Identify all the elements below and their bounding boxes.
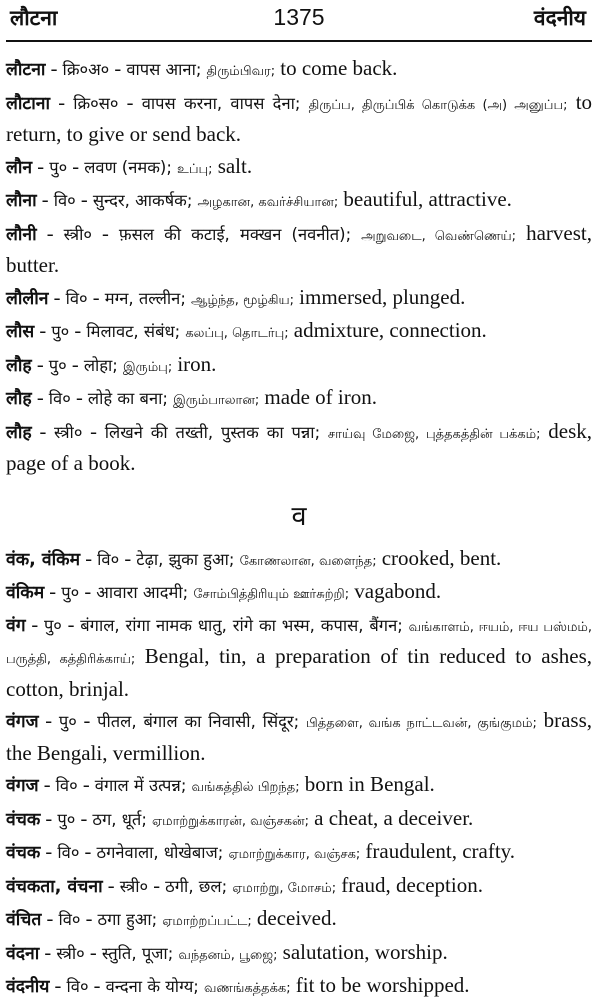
headword: वंचक — [6, 843, 41, 863]
grammar-label: वि० — [53, 191, 76, 210]
tamil-meaning: ஏமாற்றுக்காரன், வஞ்சகன்; — [152, 813, 310, 829]
grammar-label: वि० — [55, 776, 78, 795]
hindi-meaning: लोहा; — [83, 355, 118, 375]
grammar-label: वि० — [65, 288, 88, 308]
headword: लौना — [6, 191, 37, 211]
dictionary-entry: वंदनीय - वि० - वन्दना के योग्य; வணங்கத்தக்க; fit to be worshipped. — [6, 973, 470, 997]
hindi-meaning: ठगा हुआ; — [97, 910, 158, 929]
tamil-meaning: திரும்பிவர; — [206, 64, 276, 79]
tamil-meaning: வங்கத்தில் பிறந்த; — [191, 780, 300, 795]
hindi-meaning: मिलावट, संबंध; — [86, 322, 181, 341]
hindi-meaning: लवण (नमक); — [84, 157, 172, 177]
dictionary-entry: लौटाना - क्रि०स० - वापस करना, वापस देना; திருப்ப, திருப்பிக் கொடுக்க (அ) அனுப்ப; to return, to give or send back. — [6, 89, 593, 146]
headword: लौलीन — [6, 288, 49, 309]
grammar-label: पु० — [43, 615, 62, 635]
english-meaning: crooked, bent. — [381, 545, 502, 570]
tamil-meaning: உப்பு; — [177, 161, 213, 177]
entries-group-la — [6, 54, 592, 480]
tamil-meaning: வந்தனம், பூஜை; — [178, 947, 278, 963]
grammar-label: वि० — [66, 977, 89, 996]
english-meaning: salutation, worship. — [282, 939, 448, 964]
english-meaning: to come back. — [280, 56, 398, 80]
dictionary-entry: वंक, वंकिम - वि० - टेढ़ा, झुका हुआ; கோணலான, வளைந்த; crooked, bent. — [6, 545, 502, 570]
tamil-meaning: ஆழ்ந்த, மூழ்கிய; — [191, 292, 295, 308]
english-meaning: beautiful, attractive. — [343, 187, 512, 211]
hindi-meaning: बंगाल, रांगा नामक धातु, रांगे का भस्म, कपास, बैंगन; — [80, 615, 403, 635]
tamil-meaning: வணங்கத்தக்க; — [203, 981, 291, 996]
hindi-meaning: टेढ़ा, झुका हुआ; — [136, 549, 235, 569]
english-meaning: born in Bengal. — [304, 772, 435, 796]
headword: वंक, वंकिम — [6, 549, 81, 570]
header-rule — [6, 40, 592, 42]
english-meaning: brass, the Bengali, vermillion. — [6, 708, 593, 765]
grammar-label: स्त्री० — [119, 876, 149, 896]
grammar-label: क्रि०स० — [73, 93, 119, 113]
page-header — [6, 0, 592, 40]
english-meaning: desk, page of a book. — [6, 418, 592, 475]
dictionary-entry: लौह - स्त्री० - लिखने की तख्ती, पुस्तक का पन्ना; சாய்வு மேஜை, புத்தகத்தின் பக்கம்; desk, page of a book. — [6, 418, 592, 475]
grammar-label: वि० — [48, 389, 71, 408]
hindi-meaning: वन्दना के योग्य; — [105, 977, 199, 996]
headword: लौटना — [6, 60, 46, 80]
tamil-meaning: சாய்வு மேஜை, புத்தகத்தின் பக்கம்; — [327, 426, 541, 442]
headword: लौस — [6, 322, 35, 342]
grammar-label: पु० — [61, 583, 80, 602]
dictionary-entry: वंचक - पु० - ठग, धूर्त; ஏமாற்றுக்காரன், வஞ்சகன்; a cheat, a deceiver. — [6, 805, 474, 830]
headword: लौह — [6, 389, 32, 409]
grammar-label: पु० — [49, 157, 68, 177]
headword: वंचकता, वंचना — [6, 876, 103, 897]
section-letter: व — [291, 500, 307, 532]
tamil-meaning: கலப்பு, தொடர்பு; — [185, 326, 289, 341]
english-meaning: iron. — [177, 351, 217, 376]
dictionary-entry: वंदना - स्त्री० - स्तुति, पूजा; வந்தனம், பூஜை; salutation, worship. — [6, 939, 448, 964]
hindi-meaning: वापस करना, वापस देना; — [141, 93, 301, 113]
tamil-meaning: ஏமாற்று, மோசம்; — [232, 880, 337, 896]
header-first-word: लौटना — [10, 6, 58, 30]
tamil-meaning: ஏமாற்றப்பட்ட; — [162, 914, 252, 929]
hindi-meaning: मग्न, तल्लीन; — [104, 288, 186, 308]
tamil-meaning: திருப்ப, திருப்பிக் கொடுக்க (அ) அனுப்ப; — [308, 97, 568, 113]
page-number: 1375 — [273, 4, 325, 30]
dictionary-entry: लौह - पु० - लोहा; இரும்பு; iron. — [6, 351, 217, 376]
tamil-meaning: ஏமாற்றுக்கார, வஞ்சக; — [228, 847, 361, 862]
hindi-meaning: ठग, धूर्त; — [92, 809, 147, 829]
dictionary-entry: लौलीन - वि० - मग्न, तल्लीन; ஆழ்ந்த, மூழ்கிய; immersed, plunged. — [6, 284, 466, 309]
dictionary-entry: वंकिम - पु० - आवारा आदमी; சோம்பித்திரியும் ஊர்சுற்றி; vagabond. — [6, 579, 442, 603]
tamil-meaning: அறுவடை, வெண்ணெய்; — [361, 228, 517, 244]
hindi-meaning: फ़सल की कटाई, मक्खन (नवनीत); — [118, 224, 352, 244]
dictionary-entry: वंचित - वि० - ठगा हुआ; ஏமாற்றப்பட்ட; deceived. — [6, 906, 337, 930]
headword: वंचित — [6, 910, 42, 930]
english-meaning: deceived. — [256, 906, 337, 930]
grammar-label: पु० — [51, 322, 70, 341]
tamil-meaning: இரும்பாலான; — [173, 393, 260, 408]
hindi-meaning: लिखने की तख्ती, पुस्तक का पन्ना; — [104, 422, 321, 442]
grammar-label: पु० — [48, 355, 67, 375]
tamil-meaning: அழகான, கவர்ச்சியான; — [197, 195, 339, 210]
dictionary-entry: लौनी - स्त्री० - फ़सल की कटाई, मक्खन (नवनीत); அறுவடை, வெண்ணெய்; harvest, butter. — [6, 220, 592, 277]
grammar-label: पु० — [57, 809, 76, 829]
dictionary-entry: वंगज - वि० - वंगाल में उत्पन्न; வங்கத்தில் பிறந்த; born in Bengal. — [6, 772, 435, 796]
dictionary-entry: वंचकता, वंचना - स्त्री० - ठगी, छल; ஏமாற்று, மோசம்; fraud, deception. — [6, 872, 483, 897]
grammar-label: वि० — [58, 910, 81, 929]
english-meaning: a cheat, a deceiver. — [314, 805, 474, 830]
headword: वंगज — [6, 776, 39, 796]
headword: वंदना — [6, 943, 40, 964]
hindi-meaning: वंगाल में उत्पन्न; — [94, 776, 187, 795]
hindi-meaning: ठगी, छल; — [165, 876, 228, 896]
headword: वंकिम — [6, 583, 45, 603]
grammar-label: स्त्री० — [56, 943, 85, 963]
tamil-meaning: வங்காளம், ஈயம், ஈய பஸ்மம், பருத்தி, கத்திரிக்காய்; — [6, 619, 593, 667]
english-meaning: harvest, butter. — [6, 220, 592, 277]
grammar-label: क्रि०अ० — [62, 60, 110, 79]
tamil-meaning: பித்தளை, வங்க நாட்டவன், குங்குமம்; — [305, 716, 537, 731]
hindi-meaning: लोहे का बना; — [87, 389, 168, 408]
english-meaning: made of iron. — [264, 385, 377, 409]
headword: लौह — [6, 422, 32, 443]
english-meaning: Bengal, tin, a preparation of tin reduced to ashes, cotton, brinjal. — [6, 644, 593, 701]
tamil-meaning: சோம்பித்திரியும் ஊர்சுற்றி; — [193, 587, 350, 602]
grammar-label: स्त्री० — [54, 422, 83, 442]
dictionary-entry: वंग - पु० - बंगाल, रांगा नामक धातु, रांगे का भस्म, कपास, बैंगन; வங்காளம், ஈயம், ஈய பஸ்மம், பருத்தி, கத்திரிக்காய்; Bengal, tin, a preparation of tin reduced to ashes, cotton, brinjal. — [6, 613, 593, 701]
headword: वंदनीय — [6, 977, 50, 997]
english-meaning: admixture, connection. — [293, 318, 487, 342]
english-meaning: fraud, deception. — [341, 872, 483, 897]
hindi-meaning: आवारा आदमी; — [96, 583, 189, 602]
grammar-label: स्त्री० — [63, 224, 92, 244]
headword: लौटाना — [6, 93, 50, 114]
dictionary-entry: लौन - पु० - लवण (नमक); உப்பு; salt. — [6, 153, 253, 178]
english-meaning: vagabond. — [354, 579, 442, 603]
headword: वंचक — [6, 809, 41, 830]
headword: लौन — [6, 157, 33, 178]
headword: लौह — [6, 355, 32, 376]
grammar-label: वि० — [57, 843, 80, 862]
grammar-label: वि० — [97, 549, 120, 569]
dictionary-entry: लौना - वि० - सुन्दर, आकर्षक; அழகான, கவர்ச்சியான; beautiful, attractive. — [6, 187, 512, 211]
headword: वंग — [6, 615, 26, 636]
hindi-meaning: स्तुति, पूजा; — [101, 943, 174, 963]
dictionary-entry: लौह - वि० - लोहे का बना; இரும்பாலான; made of iron. — [6, 385, 377, 409]
dictionary-entry: लौस - पु० - मिलावट, संबंध; கலப்பு, தொடர்பு; admixture, connection. — [6, 318, 487, 342]
english-meaning: immersed, plunged. — [299, 284, 466, 309]
tamil-meaning: கோணலான, வளைந்த; — [239, 553, 377, 569]
entries-group-va — [6, 544, 592, 1004]
english-meaning: fit to be worshipped. — [295, 973, 470, 997]
english-meaning: salt. — [217, 153, 253, 178]
dictionary-entry: लौटना - क्रि०अ० - वापस आना; திரும்பிவர; to come back. — [6, 56, 398, 80]
hindi-meaning: ठगनेवाला, धोखेबाज; — [96, 843, 224, 862]
english-meaning: fraudulent, crafty. — [365, 839, 516, 863]
hindi-meaning: वापस आना; — [126, 60, 202, 79]
tamil-meaning: இரும்பு; — [123, 359, 173, 375]
english-meaning: to return, to give or send back. — [6, 89, 593, 146]
dictionary-entry: वंचक - वि० - ठगनेवाला, धोखेबाज; ஏமாற்றுக்கார, வஞ்சக; fraudulent, crafty. — [6, 839, 516, 863]
headword: लौनी — [6, 224, 37, 245]
headword: वंगज — [6, 712, 39, 732]
header-last-word: वंदनीय — [533, 6, 586, 30]
dictionary-entry: वंगज - पु० - पीतल, बंगाल का निवासी, सिंदूर; பித்தளை, வங்க நாட்டவன், குங்குமம்; brass, the Bengali, vermillion. — [6, 708, 593, 765]
hindi-meaning: पीतल, बंगाल का निवासी, सिंदूर; — [97, 712, 300, 731]
grammar-label: पु० — [58, 712, 77, 731]
hindi-meaning: सुन्दर, आकर्षक; — [92, 191, 193, 210]
